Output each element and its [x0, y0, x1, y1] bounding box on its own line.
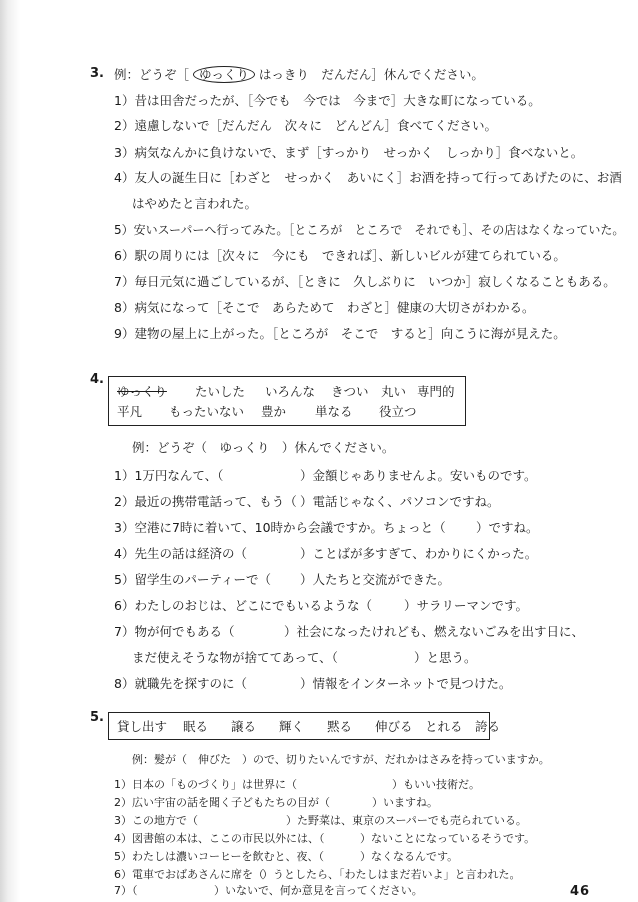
s5-word-4: 輝く — [279, 719, 305, 734]
s4-word-6: 専門的 — [417, 384, 455, 399]
s3-item-8: 8）病気になって［そこで あらためて わざと］健康の大切さがわかる。 — [114, 300, 535, 315]
s4-item-5-right: ）人たちと交流ができた。 — [300, 572, 451, 587]
s3-item-7: 7）毎日元気に過ごしているが、［ときに 久しぶりに いつか］寂しくなることもある。 — [114, 274, 616, 289]
section-4-word-box — [108, 376, 466, 426]
s4-item-2-right: ）電話じゃなく、パソコンですね。 — [300, 494, 500, 509]
s4-item-7-cont-right: ）と思う。 — [414, 650, 477, 665]
s5-item-1-right: ）もいい技術だ。 — [392, 778, 480, 791]
s4-item-8-right: ）情報をインターネットで見つけた。 — [300, 676, 512, 691]
s4-item-2-left: 2）最近の携帯電話って、もう（ — [114, 494, 297, 509]
s4-item-8-left: 8）就職先を探すのに（ — [114, 676, 247, 691]
s5-item-7-left: 7）（ — [114, 884, 138, 897]
s4-item-1-left: 1）1万円なんて、（ — [114, 468, 224, 483]
s5-item-4-right: ）ないことになっているそうです。 — [360, 832, 536, 845]
s4-word-1: ゆっくり — [117, 384, 167, 399]
s5-item-1-left: 1）日本の「ものづくり」は世界に（ — [114, 778, 297, 791]
s5-word-3: 譲る — [231, 719, 257, 734]
example-prefix: 例：どうぞ［ — [114, 67, 190, 82]
s4-word-10: 単なる — [315, 404, 353, 419]
page-number: 46 — [569, 884, 591, 899]
s5-item-6-left: 6）電車でおばあさんに席を（ — [114, 868, 264, 881]
s3-item-2: 2）遠慮しないで［だんだん 次々に どんどん］食べてください。 — [114, 118, 497, 133]
s4-item-7-cont-left: まだ使えそうな物が捨ててあって、（ — [132, 650, 338, 665]
section-3-example — [114, 66, 484, 83]
s5-word-8: 誇る — [475, 719, 501, 734]
s5-item-6-right: ）うとしたら、「わたしはまだ若いよ」と言われた。 — [262, 868, 521, 881]
s4-item-4-left: 4）先生の話は経済の（ — [114, 546, 247, 561]
s5-item-2-right: ）いますね。 — [372, 796, 438, 809]
s4-word-2: たいした — [195, 384, 246, 399]
section-3-number: 3. — [90, 66, 104, 81]
s4-item-6-right: ）サラリーマンです。 — [404, 598, 529, 613]
s3-item-1: 1）昔は田舎だったが、［今でも 今では 今まで］大きな町になっている。 — [114, 93, 541, 108]
s5-item-4-left: 4）図書館の本は、ここの市民以外には、（ — [114, 832, 325, 845]
s4-word-3: いろんな — [265, 384, 316, 399]
example-rest: はっきり だんだん］休んでください。 — [258, 67, 484, 82]
s4-example: 例：どうぞ（ ゆっくり ）休んでください。 — [132, 440, 395, 455]
s5-item-5-right: ）なくなるんです。 — [360, 850, 459, 863]
s4-item-4-right: ）ことばが多すぎて、わかりにくかった。 — [300, 546, 538, 561]
s5-word-5: 黙る — [327, 719, 353, 734]
section-4-number: 4. — [90, 372, 104, 387]
s3-item-3: 3）病気なんかに負けないで、まず［すっかり せっかく しっかり］食べないと。 — [114, 145, 584, 160]
s5-word-7: とれる — [425, 719, 463, 734]
s5-example: 例：髪が（ 伸びた ）ので、切りたいんですが、だれかはさみを持っていますか。 — [132, 753, 550, 766]
s5-item-7-right: ）いないで、何か意見を言ってください。 — [214, 884, 423, 897]
s3-item-9: 9）建物の屋上に上がった。［ところが そこで すると］向こうに海が見えた。 — [114, 326, 566, 341]
s5-word-1: 貸し出す — [117, 719, 168, 734]
s4-word-9: 豊か — [261, 404, 287, 419]
s4-word-11: 役立つ — [379, 404, 417, 419]
s4-item-1-right: ）金額じゃありませんよ。安いものです。 — [300, 468, 537, 483]
s3-item-6: 6）駅の周りには［次々に 今にも できれば］、新しいビルが建てられている。 — [114, 248, 566, 263]
section-5-number: 5. — [90, 710, 104, 725]
s4-word-4: きつい — [331, 384, 369, 399]
s4-item-5-left: 5）留学生のパーティーで（ — [114, 572, 271, 587]
s5-item-3-right: ）た野菜は、東京のスーパーでも売られている。 — [286, 814, 527, 827]
s5-item-5-left: 5）わたしは濃いコーヒーを飲むと、夜、（ — [114, 850, 325, 863]
s4-word-5: 丸い — [381, 384, 407, 399]
s3-item-4: 4）友人の誕生日に［わざと せっかく あいにく］お酒を持って行ってあげたのに、お酒 — [114, 170, 622, 185]
s5-word-6: 伸びる — [375, 719, 413, 734]
s4-item-7-left: 7）物が何でもある（ — [114, 624, 235, 639]
s3-item-4-cont: はやめたと言われた。 — [132, 196, 258, 211]
s5-item-2-left: 2）広い宇宙の話を聞く子どもたちの目が（ — [114, 796, 330, 809]
section-5-word-box — [108, 712, 501, 740]
s4-word-7: 平凡 — [117, 404, 143, 419]
s4-item-7-right: ）社会になったけれども、燃えないごみを出す日に、 — [284, 624, 585, 639]
s5-word-2: 眠る — [183, 719, 209, 734]
example-answer-circle: ゆっくり — [193, 66, 255, 83]
s4-item-3-left: 3）空港に7時に着いて、10時から会議ですか。ちょっと（ — [114, 520, 446, 535]
s4-word-8: もったいない — [169, 404, 245, 419]
s4-item-3-right: ）ですね。 — [476, 520, 539, 535]
s3-item-5: 5）安いスーパーへ行ってみた。［ところが ところで それでも］、その店はなくなっていた。 — [114, 223, 625, 237]
s5-item-3-left: 3）この地方で（ — [114, 814, 198, 827]
s4-item-6-left: 6）わたしのおじは、どこにでもいるような（ — [114, 598, 372, 613]
